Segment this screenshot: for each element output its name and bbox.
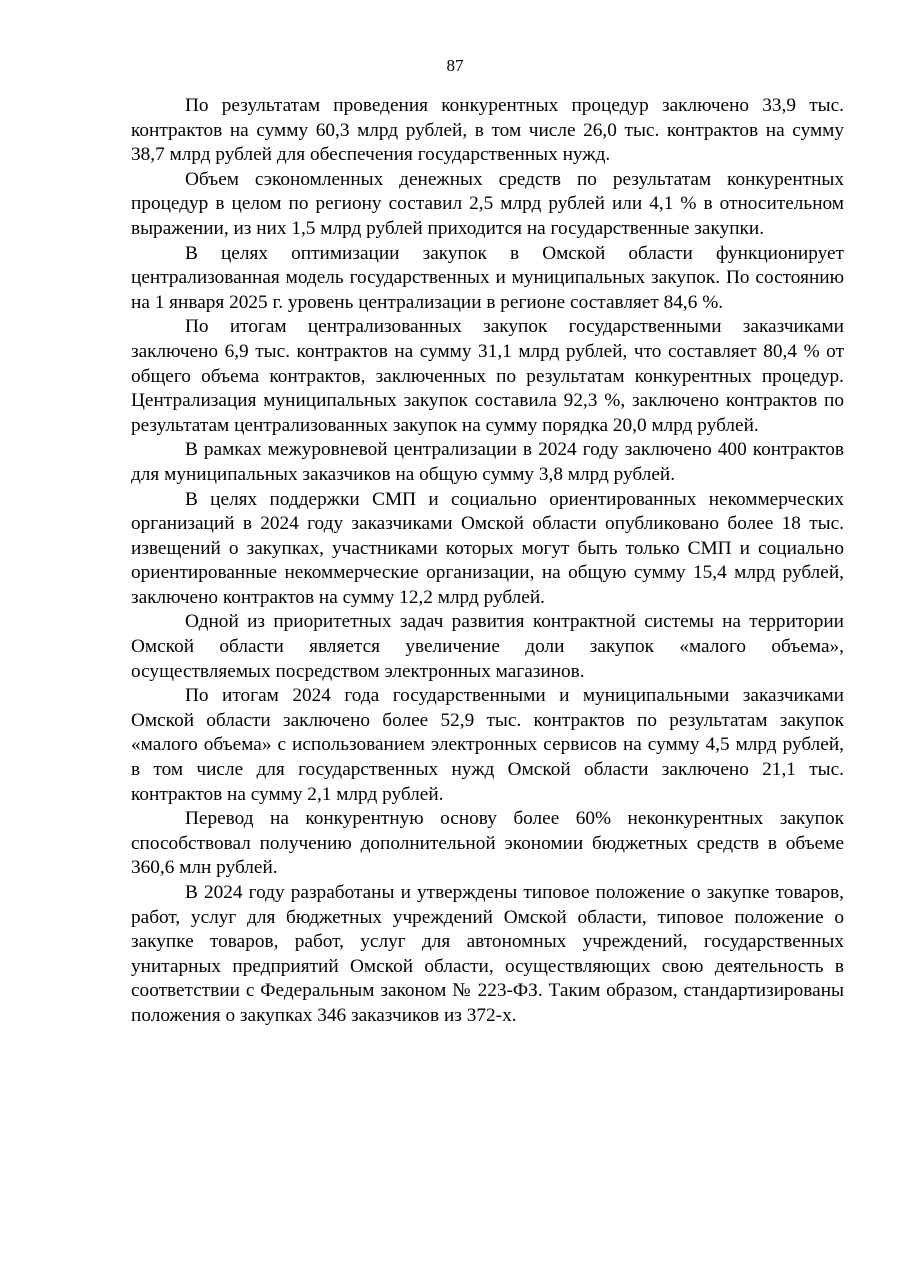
paragraph: В 2024 году разработаны и утверждены типовое положение о закупке товаров, работ, услуг для бюджетных учреждений Омской области, типовое положение о закупке товаров, работ, услуг для автономных учреждений, государственных унитарных предприятий Омской области, осуществляющих свою деятельность в соответствии с Федеральным законом № 223-ФЗ. Таким образом, стандартизированы положения о закупках 346 заказчиков из 372-х. bbox=[131, 882, 844, 1026]
paragraph: По итогам централизованных закупок государственными заказчиками заключено 6,9 тыс. контрактов на сумму 31,1 млрд рублей, что составляет 80,4 % от общего объема контрактов, заключенных по результатам конкурентных процедур. Централизация муниципальных закупок составила 92,3 %, заключено контрактов по результатам централизованных закупок на сумму порядка 20,0 млрд рублей. bbox=[131, 316, 844, 436]
page-number: 87 bbox=[446, 56, 464, 75]
paragraph: По результатам проведения конкурентных процедур заключено 33,9 тыс. контрактов на сумму 60,3 млрд рублей, в том числе 26,0 тыс. контрактов на сумму 38,7 млрд рублей для обеспечения государственных нужд. bbox=[131, 95, 844, 166]
document-body bbox=[131, 94, 844, 1029]
paragraph: Объем сэкономленных денежных средств по результатам конкурентных процедур в целом по региону составил 2,5 млрд рублей или 4,1 % в относительном выражении, из них 1,5 млрд рублей приходится на государственные закупки. bbox=[131, 168, 844, 239]
paragraph: В целях оптимизации закупок в Омской области функционирует централизованная модель государственных и муниципальных закупок. По состоянию на 1 января 2025 г. уровень централизации в регионе составляет 84,6 %. bbox=[131, 242, 844, 313]
paragraph: В целях поддержки СМП и социально ориентированных некоммерческих организаций в 2024 году заказчиками Омской области опубликовано более 18 тыс. извещений о закупках, участниками которых могут быть только СМП и социально ориентированные некоммерческие организации, на общую сумму 15,4 млрд рублей, заключено контрактов на сумму 12,2 млрд рублей. bbox=[131, 488, 844, 608]
paragraph: По итогам 2024 года государственными и муниципальными заказчиками Омской области заключено более 52,9 тыс. контрактов по результатам закупок «малого объема» с использованием электронных сервисов на сумму 4,5 млрд рублей, в том числе для государственных нужд Омской области заключено 21,1 тыс. контрактов на сумму 2,1 млрд рублей. bbox=[131, 685, 844, 805]
paragraph: Одной из приоритетных задач развития контрактной системы на территории Омской области является увеличение доли закупок «малого объема», осуществляемых посредством электронных магазинов. bbox=[131, 611, 844, 682]
paragraph: Перевод на конкурентную основу более 60% неконкурентных закупок способствовал получению дополнительной экономии бюджетных средств в объеме 360,6 млн рублей. bbox=[131, 808, 844, 879]
paragraph: В рамках межуровневой централизации в 2024 году заключено 400 контрактов для муниципальных заказчиков на общую сумму 3,8 млрд рублей. bbox=[131, 439, 844, 485]
